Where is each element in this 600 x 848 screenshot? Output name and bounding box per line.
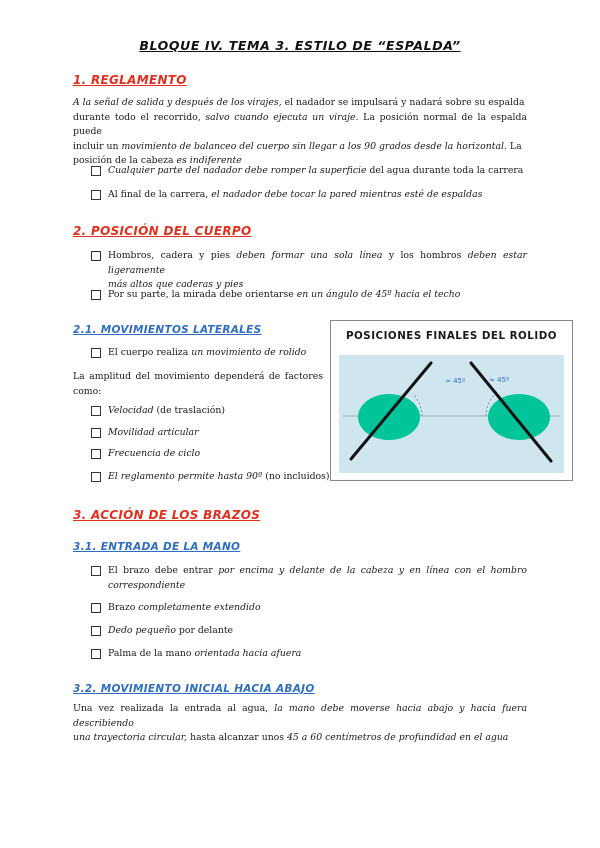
section-heading-posicion-cuerpo: 2. POSICIÓN DEL CUERPO xyxy=(73,224,252,238)
para-line: una trayectoria circular, hasta alcanzar unos 45 a 60 centímetros de profundidad en el agua xyxy=(73,732,509,744)
checkbox-bullet xyxy=(91,603,101,613)
checkbox-bullet xyxy=(91,428,101,438)
para-line: Una vez realizada la entrada al agua, la mano debe moverse hacia abajo y hacia fuera describiendo xyxy=(73,703,527,729)
amplitud-paragraph: La amplitud del movimiento dependerá de factores como: xyxy=(73,371,323,397)
reglamento-paragraph xyxy=(73,96,527,169)
checkbox-bullet xyxy=(91,449,101,459)
movimiento-inicial-paragraph xyxy=(73,702,527,746)
checkbox-bullet xyxy=(91,190,101,200)
subsection-heading-entrada-mano: 3.1. ENTRADA DE LA MANO xyxy=(73,541,241,553)
body-cross-section-left xyxy=(358,394,420,440)
subsection-heading-movimiento-inicial: 3.2. MOVIMIENTO INICIAL HACIA ABAJO xyxy=(73,683,315,695)
body-cross-section-right xyxy=(488,394,550,440)
para-line: A la señal de salida y después de los virajes, el nadador se impulsará y nadará sobre su espalda xyxy=(73,97,525,108)
list-item: El brazo debe entrar por encima y delante de la cabeza y en línea con el hombro correspondiente xyxy=(91,564,527,594)
para-line: posición de la cabeza es indiferente xyxy=(73,155,242,167)
document-page: BLOQUE IV. TEMA 3. ESTILO DE “ESPALDA” 1. REGLAMENTO A la señal de salida y después de los virajes, el nadador se impulsará y nadará sobre su espalda durante todo el recorrido, salvo cuando ejecuta un viraje. La posición normal de la espalda puede incluir un movimiento de balanceo del cuerpo sin llegar a los 90 grados desde la horizontal. La posición de la cabeza es indiferente Cualquier parte del nadador debe romper la superficie del agua durante toda la carrera Al final de la carrera, el nadador debe tocar la pared mientras esté de espaldas 2. POSICIÓN DEL CUERPO Hombros, cadera y pies deben formar una sola línea y los hombros deben estar ligeramente más altos que caderas y pies Por su parte, la mirada debe orientarse en un ángulo de 45º hacia el techo 2.1. MOVIMIENTOS LATERALES El cuerpo realiza un movimiento de rolido La amplitud del movimiento dependerá de factores como: Velocidad (de traslación) Movilidad articular Frecuencia de ciclo El reglamento permite hasta 90º (no incluidos) POSICIONES FINALES DEL ROLIDO ≈ 45º ≈ 45º 3. ACCIÓN DE LOS BRAZOS 3.1. ENTRADA DE LA MANO El brazo debe entrar por encima y delante de la cabeza y en línea con el hombro correspondiente Brazo completamente extendido Dedo pequeño por delante Palma de la mano orientada hacia afuera 3.2. MOVIMIENTO INICIAL HACIA ABAJO Una vez realizada la entrada al agua, la mano debe moverse hacia abajo y hacia fuera describiendo una trayectoria circular, hasta alcanzar unos 45 a 60 centímetros de profundidad en el agua xyxy=(0,0,600,848)
rolido-figure xyxy=(330,320,573,481)
figure-title: POSICIONES FINALES DEL ROLIDO xyxy=(346,330,557,342)
checkbox-bullet xyxy=(91,290,101,300)
section-heading-reglamento: 1. REGLAMENTO xyxy=(73,73,187,87)
para-line: durante todo el recorrido, salvo cuando ejecuta un viraje. La posición normal de la espalda puede xyxy=(73,111,527,138)
checkbox-bullet xyxy=(91,348,101,358)
checkbox-bullet xyxy=(91,566,101,576)
checkbox-bullet xyxy=(91,251,101,261)
checkbox-bullet xyxy=(91,472,101,482)
checkbox-bullet xyxy=(91,166,101,176)
angle-label-left: ≈ 45º xyxy=(445,377,466,385)
angle-label-right: ≈ 45º xyxy=(489,376,510,384)
section-heading-accion-brazos: 3. ACCIÓN DE LOS BRAZOS xyxy=(73,508,261,522)
para-line: incluir un movimiento de balanceo del cuerpo sin llegar a los 90 grados desde la horizontal. La xyxy=(73,140,522,152)
page-title: BLOQUE IV. TEMA 3. ESTILO DE “ESPALDA” xyxy=(139,38,461,53)
rolido-illustration xyxy=(339,355,564,473)
checkbox-bullet xyxy=(91,626,101,636)
subsection-heading-movimientos-laterales: 2.1. MOVIMIENTOS LATERALES xyxy=(73,324,262,336)
checkbox-bullet xyxy=(91,406,101,416)
list-item: Hombros, cadera y pies deben formar una sola línea y los hombros deben estar ligeramente más altos que caderas y pies xyxy=(91,249,527,279)
checkbox-bullet xyxy=(91,649,101,659)
